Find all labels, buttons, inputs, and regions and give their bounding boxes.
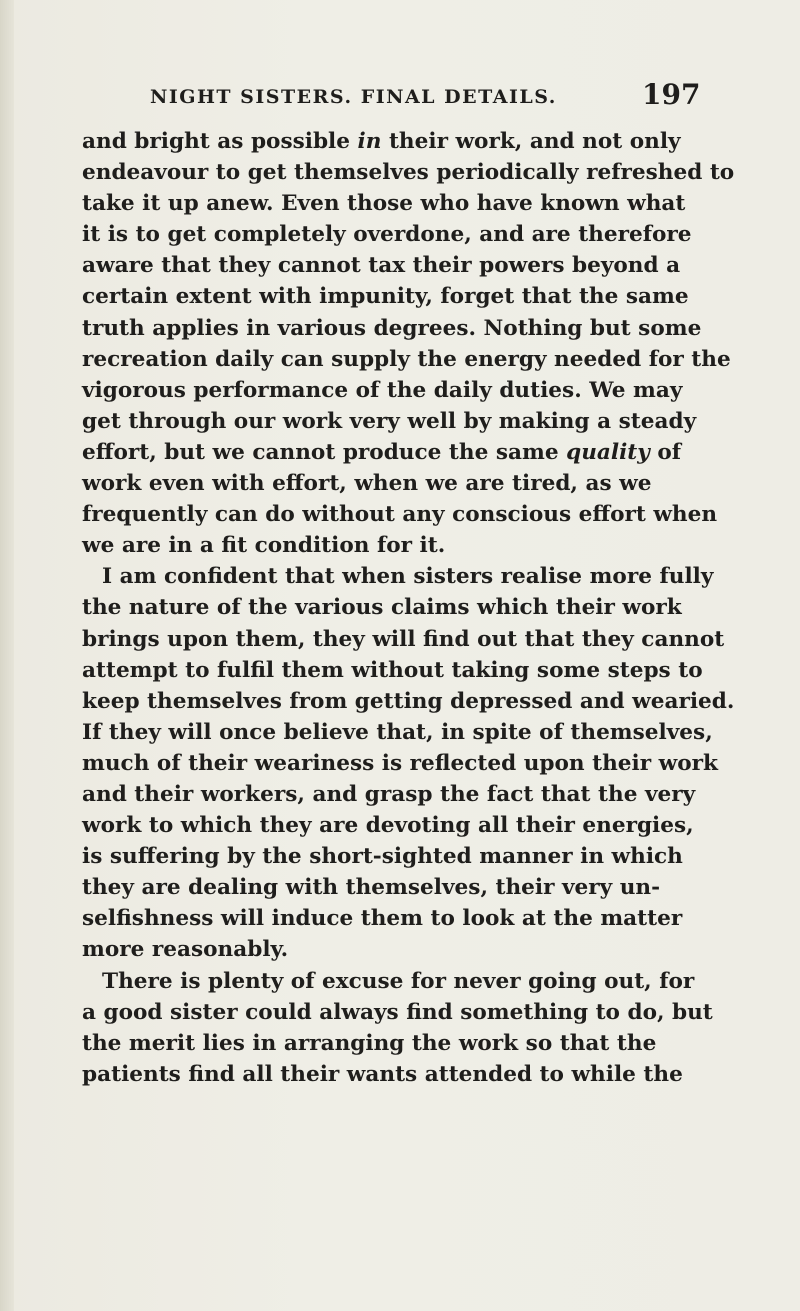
body-text — [82, 126, 770, 1090]
text-line: it is to get completely overdone, and are therefore — [82, 222, 692, 248]
text-line: effort, but we cannot produce the same quality of — [82, 439, 682, 465]
text-line: I am confident that when sisters realise more fully — [102, 564, 714, 590]
text-line: frequently can do without any conscious effort when — [82, 502, 718, 528]
text-line: get through our work very well by making a steady — [82, 408, 697, 434]
text-line: they are dealing with themselves, their very un- — [82, 875, 661, 901]
text-line: truth applies in various degrees. Nothing but some — [82, 315, 702, 341]
page-number: 197 — [642, 78, 701, 111]
text-line: attempt to fulfil them without taking some steps to — [82, 657, 703, 683]
text-line: aware that they cannot tax their powers beyond a — [82, 253, 681, 279]
text-line: take it up anew. Even those who have known what — [82, 191, 686, 217]
running-head: NIGHT SISTERS. FINAL DETAILS. — [150, 86, 557, 108]
page-edge — [0, 0, 14, 1311]
text-line: the merit lies in arranging the work so that the — [82, 1030, 657, 1056]
text-line: much of their weariness is reflected upon their work — [82, 750, 718, 776]
text-line: we are in a fit condition for it. — [82, 533, 446, 559]
text-line: the nature of the various claims which their work — [82, 595, 682, 621]
text-line: more reasonably. — [82, 937, 289, 963]
text-line: a good sister could always find something to do, but — [82, 999, 713, 1025]
text-line: vigorous performance of the daily duties. We may — [82, 377, 683, 403]
text-line: keep themselves from getting depressed and wearied. — [82, 688, 735, 714]
text-line: and bright as possible in their work, and not only — [82, 129, 681, 154]
text-line: There is plenty of excuse for never going out, for — [102, 968, 695, 994]
text-line: selfishness will induce them to look at the matter — [82, 906, 683, 932]
text-line: work even with effort, when we are tired, as we — [82, 471, 652, 497]
text-line: is suffering by the short-sighted manner in which — [82, 844, 683, 870]
text-line: recreation daily can supply the energy needed for the — [82, 346, 731, 372]
text-line: endeavour to get themselves periodically refreshed to — [82, 160, 735, 186]
text-line: brings upon them, they will find out that they cannot — [82, 626, 725, 652]
text-line: and their workers, and grasp the fact that the very — [82, 781, 696, 807]
text-line: work to which they are devoting all their energies, — [82, 813, 694, 839]
text-line: If they will once believe that, in spite of themselves, — [82, 719, 713, 745]
text-line: patients find all their wants attended to while the — [82, 1061, 683, 1087]
text-line: certain extent with impunity, forget that the same — [82, 284, 689, 310]
